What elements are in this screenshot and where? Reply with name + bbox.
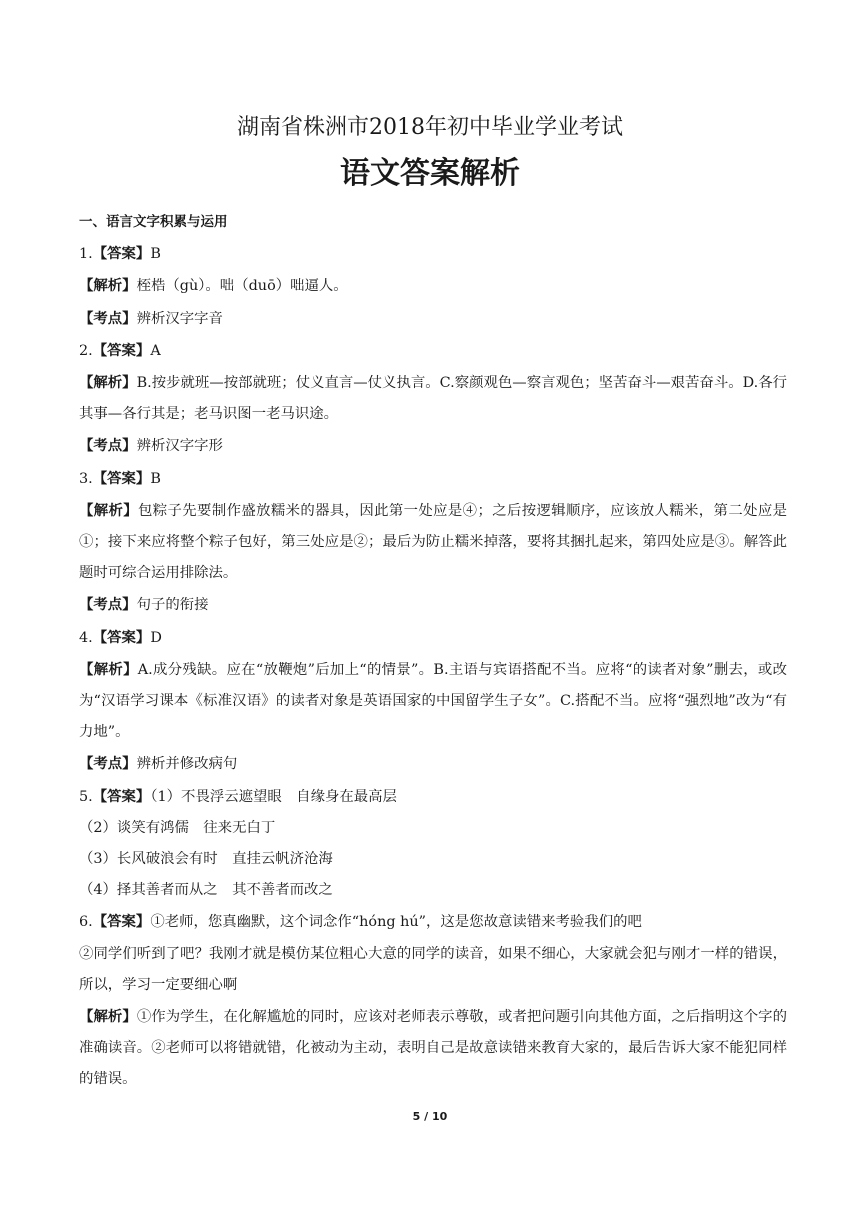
q6-answer bbox=[79, 906, 787, 938]
point-tag: 【考点】 bbox=[79, 596, 137, 614]
document-subtitle: 语文答案解析 bbox=[340, 156, 520, 191]
exam-title: 湖南省株洲市2018年初中毕业学业考试 bbox=[237, 115, 623, 140]
q2-analysis bbox=[79, 367, 787, 430]
q1-analysis bbox=[79, 270, 787, 302]
question-number: 2. bbox=[79, 342, 93, 359]
point-text: 辨析汉字字形 bbox=[136, 438, 223, 455]
analysis-text: ①作为学生，在化解尴尬的同时，应该对老师表示尊敬，或者把问题引向其他方面，之后指明这个字的准确读音。②老师可以将错就错，化被动为主动，表明自己是故意读错来教育大家的，最后告诉大家不能犯同样的错误。 bbox=[79, 1009, 787, 1088]
q1-answer bbox=[79, 238, 787, 270]
analysis-tag: 【解析】 bbox=[79, 660, 138, 678]
point-text: 辨析汉字字音 bbox=[136, 310, 223, 327]
point-tag: 【考点】 bbox=[79, 755, 137, 773]
answer-value: B bbox=[150, 246, 161, 263]
question-number: 1. bbox=[79, 246, 93, 263]
answer-tag: 【答案】 bbox=[92, 913, 151, 931]
analysis-text: 包粽子先要制作盛放糯米的器具，因此第一处应是④；之后按逻辑顺序，应该放人糯米，第二处应是①；接下来应将整个粽子包好，第三处应是②；最后为防止糯米掉落，要将其捆扎起来，第四处应是③。解答此题时可综合运用排除法。 bbox=[79, 502, 787, 582]
q2-point bbox=[79, 430, 787, 462]
q4-answer bbox=[79, 622, 787, 654]
answer-tag: 【答案】 bbox=[92, 469, 151, 487]
analysis-tag: 【解析】 bbox=[79, 277, 137, 295]
analysis-tag: 【解析】 bbox=[79, 374, 137, 392]
q3-point bbox=[79, 589, 787, 621]
point-tag: 【考点】 bbox=[79, 309, 137, 327]
question-number: 3. bbox=[79, 470, 93, 487]
question-number: 6. bbox=[79, 914, 93, 931]
question-number: 4. bbox=[79, 629, 93, 646]
q5-answer bbox=[79, 781, 787, 813]
answer-tag: 【答案】 bbox=[92, 787, 151, 805]
answer-value: D bbox=[150, 629, 162, 646]
analysis-tag: 【解析】 bbox=[79, 501, 139, 519]
answer-tag: 【答案】 bbox=[92, 628, 151, 646]
analysis-text: A.成分残缺。应在“放鞭炮”后加上“的情景”。B.主语与宾语搭配不当。应将“的读者对象”删去，或改为“汉语学习课本《标准汉语》的读者对象是英语国家的中国留学生子女”。C.搭配不当。应将“强烈地”改为“有力地”。 bbox=[79, 661, 787, 741]
question-number: 5. bbox=[79, 788, 93, 805]
answer-tag: 【答案】 bbox=[92, 341, 151, 359]
q6-answer-2: ②同学们听到了吧？我刚才就是模仿某位粗心大意的同学的读音，如果不细心，大家就会犯与刚才一样的错误，所以，学习一定要细心啊 bbox=[79, 945, 787, 993]
q2-answer bbox=[79, 335, 787, 367]
q1-point bbox=[79, 303, 787, 335]
section-heading: 一、语言文字积累与运用 bbox=[79, 214, 228, 230]
q5-answer-item: （3）长风破浪会有时 直挂云帆济沧海 bbox=[79, 851, 333, 868]
analysis-text: B.按步就班—按部就班；仗义直言—仗义执言。C.察颜观色—察言观色；坚苦奋斗—艰苦奋斗。D.各行其事—各行其是；老马识图一老马识途。 bbox=[79, 375, 787, 423]
page-number: 5 / 10 bbox=[412, 1110, 448, 1123]
answer-tag: 【答案】 bbox=[92, 245, 151, 263]
q5-answer-item: （4）择其善者而从之 其不善者而改之 bbox=[79, 882, 333, 899]
answer-item: （1）不畏浮云遮望眼 自缘身在最高层 bbox=[150, 788, 397, 805]
analysis-tag: 【解析】 bbox=[79, 1008, 137, 1026]
answer-text: ①老师，您真幽默，这个词念作“hóng hú”，这是您故意读错来考验我们的吧 bbox=[150, 914, 642, 931]
q3-answer bbox=[79, 463, 787, 495]
answer-value: A bbox=[150, 342, 161, 359]
q5-answer-item: （2）谈笑有鸿儒 往来无白丁 bbox=[79, 819, 276, 836]
q3-analysis bbox=[79, 495, 787, 590]
point-text: 辨析并修改病句 bbox=[136, 756, 238, 773]
analysis-text: 桎梏（gù）。咄（duō）咄逼人。 bbox=[136, 278, 348, 295]
q6-analysis bbox=[79, 1001, 787, 1096]
point-text: 句子的衔接 bbox=[136, 597, 209, 614]
answer-value: B bbox=[150, 470, 161, 487]
q4-analysis bbox=[79, 654, 787, 749]
q4-point bbox=[79, 748, 787, 780]
point-tag: 【考点】 bbox=[79, 437, 137, 455]
answer-content bbox=[79, 207, 787, 1096]
